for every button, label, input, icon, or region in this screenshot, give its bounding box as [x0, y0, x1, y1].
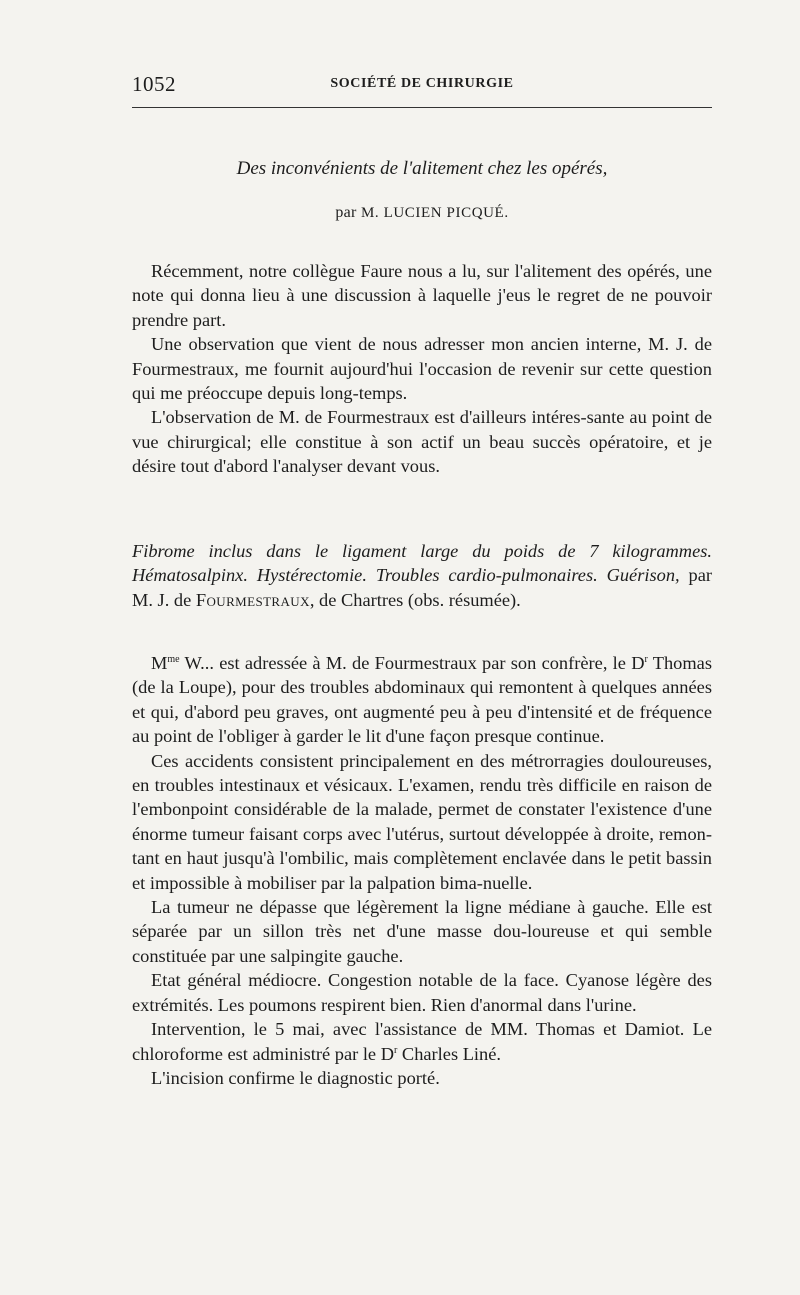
- superscript: r: [644, 653, 648, 665]
- article-byline: [132, 204, 712, 222]
- case-paragraph: La tumeur ne dépasse que légèrement la ligne médiane à gauche. Elle est séparée par un sillon très net d'une masse dou-loureuse et qui semble constituée par une salpingite gauche.: [132, 897, 712, 966]
- observation-title: Fibrome inclus dans le ligament large du poids de 7 kilogrammes. Hématosalpinx. Hystérectomie. Troubles cardio-pulmonaires. Guérison,: [132, 541, 712, 586]
- case-paragraph: L'incision confirme le diagnostic porté.: [151, 1067, 440, 1088]
- case-paragraph: Etat général médiocre. Congestion notable de la face. Cyanose légère des extrémités. Les poumons respirent bien. Rien d'anormal dans l'urine.: [132, 970, 712, 1015]
- observation-by: par M. J. de: [132, 565, 712, 610]
- page-header: [132, 70, 712, 100]
- byline-prefix: par: [335, 204, 357, 221]
- case-text: W... est adressée à M. de Fourmestraux par son confrère, le D: [179, 653, 645, 673]
- case-paragraph: Ces accidents consistent principalement en des métrorragies douloureuses, en troubles intestinaux et vésicaux. L'examen, rendu très difficile en raison de l'embonpoint considérable de la malade, permet de constater l'existence d'une énorme tumeur faisant corps avec l'utérus, surtout développée à droite, remon-tant en haut jusqu'à l'ombilic, mais complètement enclavée dans le petit bassin et impossible à mobiliser par la palpation bima-nuelle.: [132, 750, 712, 893]
- case-text: Charles Liné.: [397, 1043, 501, 1064]
- case-text: M: [151, 653, 168, 673]
- observation-heading-text: [132, 539, 712, 612]
- observation-place: , de Chartres (obs. résumée).: [309, 589, 521, 610]
- case-text: Thomas (de la Loupe), pour des troubles abdominaux qui remontent à quelques années et qui, d'abord peu graves, ont augmenté peu à peu d'intensité et de fréquence au point de l'obliger à garder le lit d'une façon presque continue.: [132, 653, 712, 747]
- intro-paragraph: Une observation que vient de nous adresser mon ancien interne, M. J. de Fourmestraux, me fournit aujourd'hui l'occasion de revenir sur cette question qui me préoccupe depuis long-temps.: [132, 334, 712, 404]
- intro-section: [132, 259, 712, 479]
- page-number: 1052: [132, 72, 176, 96]
- case-section: [132, 651, 712, 1090]
- case-text: Intervention, le 5 mai, avec l'assistance de MM. Thomas et Damiot. Le chloroforme est administré par le D: [132, 1019, 712, 1064]
- case-paragraph: [132, 1017, 712, 1066]
- case-paragraph: [132, 651, 712, 749]
- intro-paragraph: L'observation de M. de Fourmestraux est d'ailleurs intéres-sante au point de vue chirurgical; elle constitue à son actif un beau succès opératoire, et je désire tout d'abord l'analyser devant vous.: [132, 407, 712, 477]
- header-rule: [132, 107, 712, 108]
- running-head: SOCIÉTÉ DE CHIRURGIE: [330, 76, 514, 91]
- observation-author: Fourmestraux: [195, 589, 310, 610]
- author-name: M. LUCIEN PICQUÉ.: [360, 205, 509, 221]
- article-title: Des inconvénients de l'alitement chez les opérés,: [236, 158, 608, 179]
- superscript: r: [393, 1044, 398, 1056]
- superscript: me: [167, 653, 180, 665]
- observation-heading: [132, 539, 712, 612]
- intro-paragraph: Récemment, notre collègue Faure nous a lu, sur l'alitement des opérés, une note qui donna lieu à une discussion à laquelle j'eus le regret de ne pouvoir prendre part.: [132, 261, 712, 330]
